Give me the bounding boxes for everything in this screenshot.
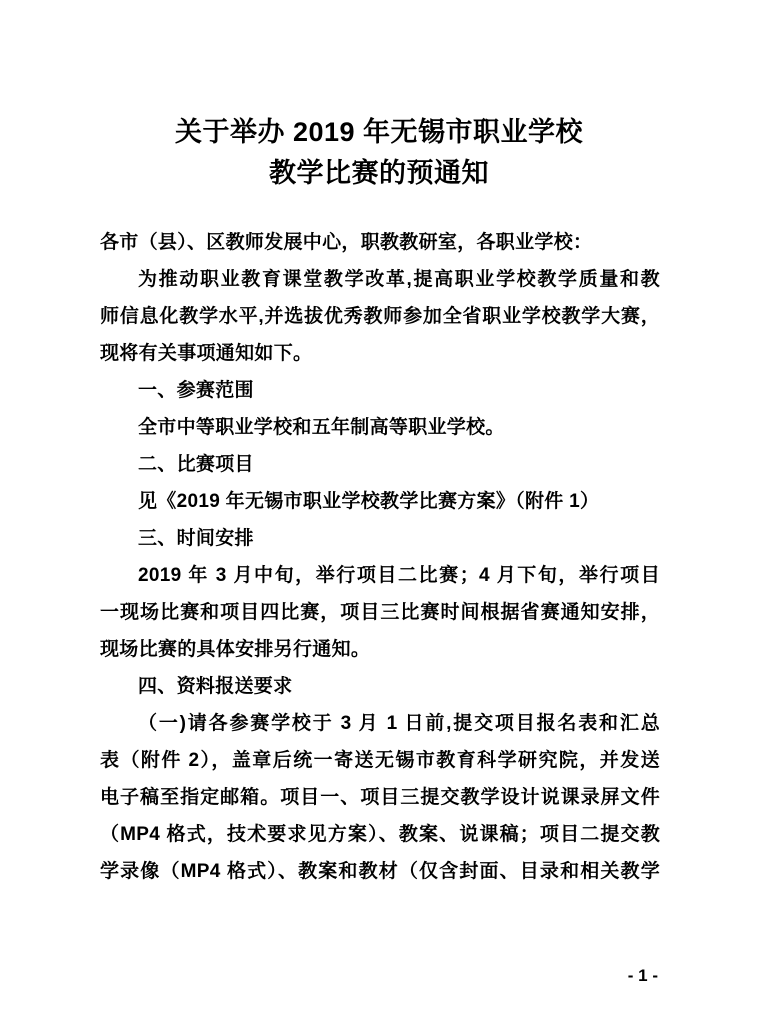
body-line: 四、资料报送要求 [138, 676, 293, 697]
body-line: 见《2019 年无锡市职业学校教学比赛方案》（附件 1） [138, 491, 600, 512]
page-number: - 1 - [627, 966, 658, 985]
body-line: （MP4 格式，技术要求见方案）、教案、说课稿；项目二提交教 [100, 824, 660, 845]
body-line: 二、比赛项目 [138, 454, 254, 475]
body-line: 一现场比赛和项目四比赛，项目三比赛时间根据省赛通知安排， [100, 602, 660, 623]
body-line: 师信息化教学水平,并选拔优秀教师参加全省职业学校教学大赛， [100, 306, 660, 327]
body-line: 现将有关事项通知如下。 [100, 343, 313, 364]
body-line: 一、参赛范围 [138, 380, 254, 401]
document-title [0, 0, 758, 194]
title-line-1: 关于举办 2019 年无锡市职业学校 [174, 117, 584, 147]
body-line: 三、时间安排 [138, 528, 254, 549]
body-line: 全市中等职业学校和五年制高等职业学校。 [138, 417, 505, 438]
document-body [100, 224, 660, 890]
body-line: 为推动职业教育课堂教学改革,提高职业学校教学质量和教 [138, 269, 660, 290]
body-line: 表（附件 2），盖章后统一寄送无锡市教育科学研究院，并发送 [100, 750, 660, 771]
body-line: 电子稿至指定邮箱。项目一、项目三提交教学设计说课录屏文件 [100, 787, 660, 808]
title-line-2: 教学比赛的预通知 [269, 158, 489, 188]
body-line: 学录像（MP4 格式）、教案和教材（仅含封面、目录和相关教学 [100, 861, 660, 882]
body-line: 各市（县）、区教师发展中心，职教教研室，各职业学校： [100, 232, 593, 253]
body-line: 现场比赛的具体安排另行通知。 [100, 639, 371, 660]
body-line: （一)请各参赛学校于 3 月 1 日前,提交项目报名表和汇总 [138, 713, 660, 734]
body-line: 2019 年 3 月中旬，举行项目二比赛；4 月下旬，举行项目 [138, 565, 660, 586]
